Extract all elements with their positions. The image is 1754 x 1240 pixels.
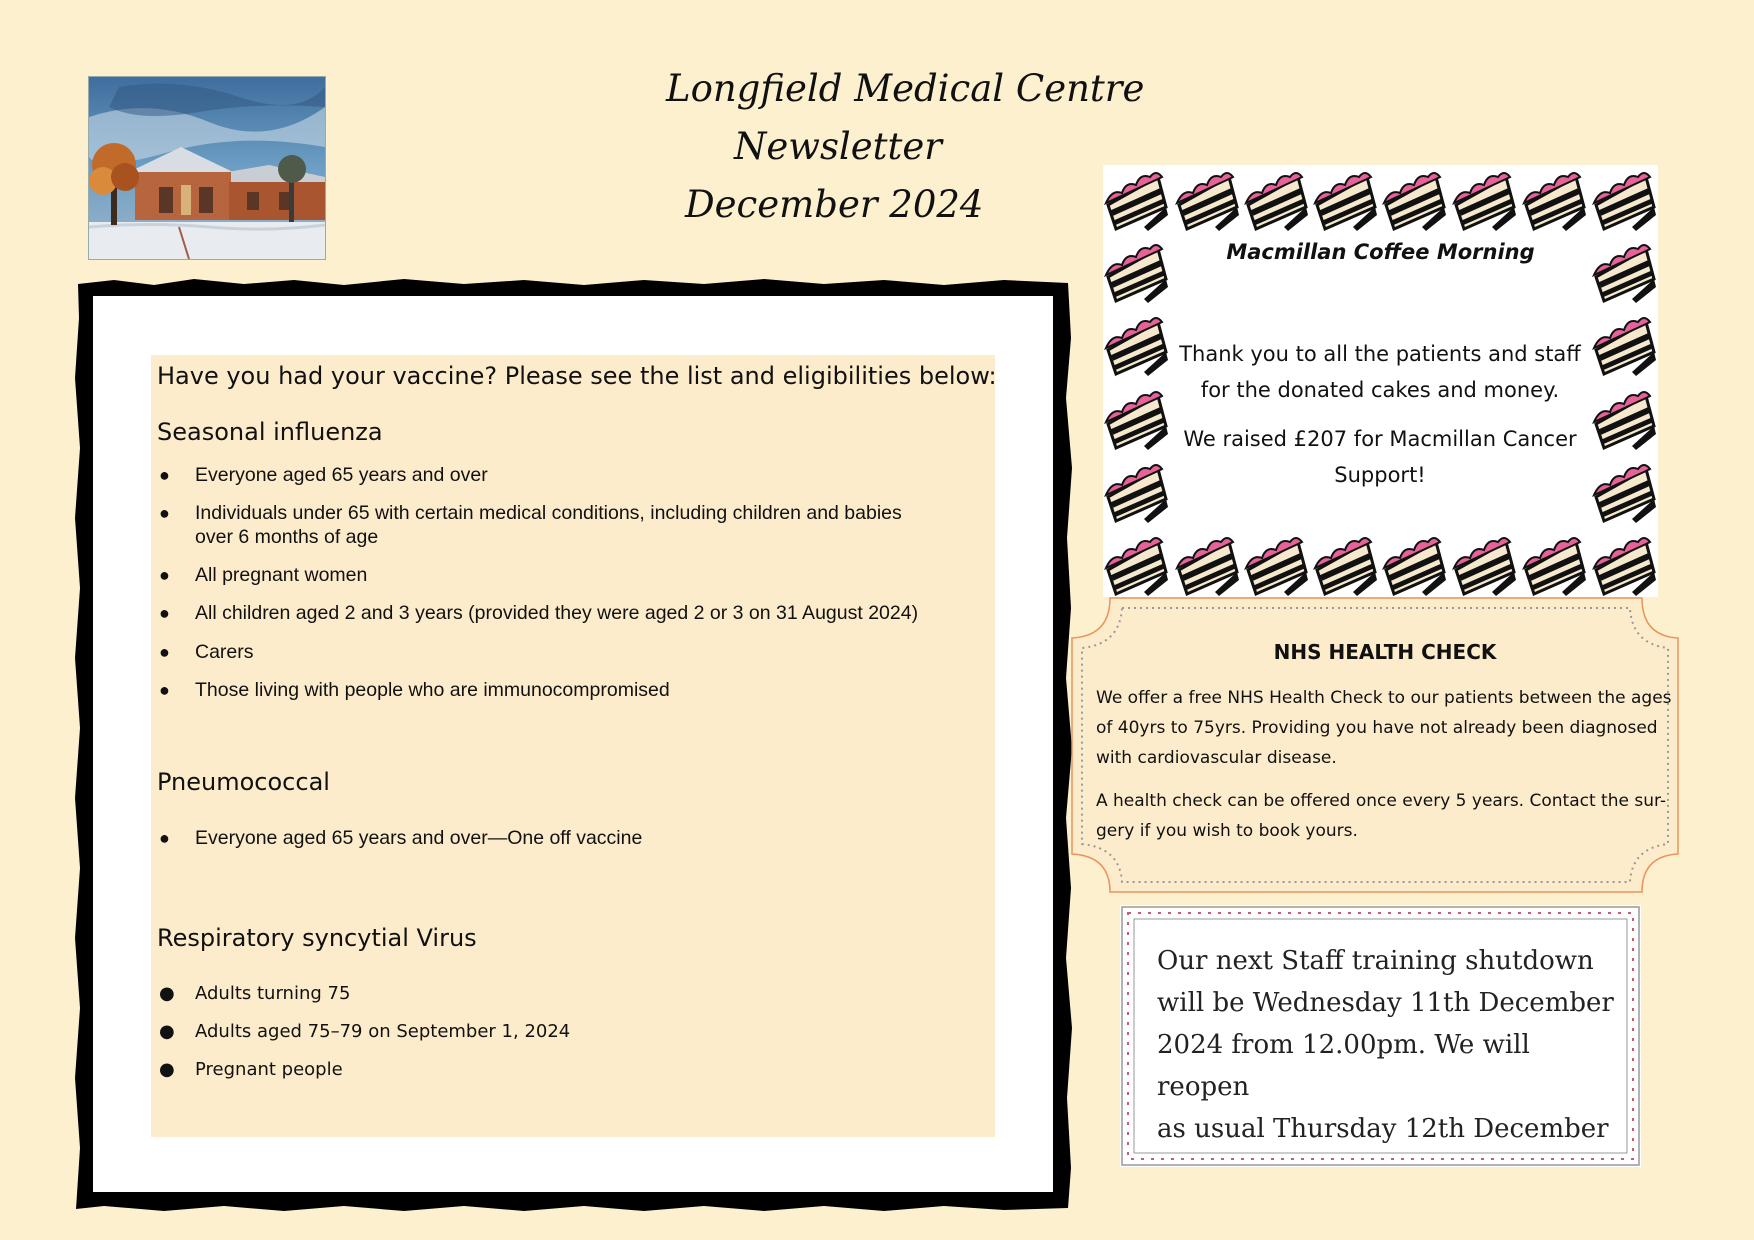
cake-icon — [1106, 465, 1168, 523]
nhs-health-check-title: NHS HEALTH CHECK — [1273, 640, 1497, 664]
cake-icon — [1106, 173, 1168, 231]
cake-icon — [1177, 538, 1239, 596]
cake-icon — [1594, 173, 1656, 231]
cake-icon — [1454, 538, 1516, 596]
section-heading-influenza: Seasonal influenza — [157, 418, 383, 446]
macmillan-raised-line2: Support! — [1334, 463, 1426, 487]
cake-icon — [1315, 538, 1377, 596]
cake-icon — [1454, 173, 1516, 231]
cake-icon — [1177, 173, 1239, 231]
staff-notice-line3: 2024 from 12.00pm. We will reopen — [1157, 1030, 1530, 1102]
nhs-paragraph1-line2: of 40yrs to 75yrs. Providing you have not already been diagnosed — [1096, 718, 1658, 738]
macmillan-title: Macmillan Coffee Morning — [1226, 240, 1535, 264]
nhs-paragraph1-line1: We offer a free NHS Health Check to our patients between the ages — [1096, 688, 1672, 708]
nhs-paragraph1-line3: with cardiovascular disease. — [1096, 748, 1337, 768]
vaccine-question: Have you had your vaccine? Please see the list and eligibilities below: — [157, 362, 997, 390]
cake-icon — [1106, 318, 1168, 376]
nhs-paragraph2-line2: gery if you wish to book yours. — [1096, 821, 1358, 841]
title-line-practice: Longfield Medical Centre — [666, 67, 1145, 110]
cake-icon — [1384, 173, 1446, 231]
title-line-newsletter: Newsletter — [734, 125, 942, 168]
section-heading-pneumococcal: Pneumococcal — [157, 768, 330, 796]
section-heading-rsv: Respiratory syncytial Virus — [157, 924, 477, 952]
cake-icon — [1524, 173, 1586, 231]
cake-icon — [1594, 538, 1656, 596]
macmillan-raised-line1: We raised £207 for Macmillan Cancer — [1183, 427, 1577, 451]
cake-icon — [1315, 173, 1377, 231]
staff-training-notice — [1157, 940, 1627, 1150]
cake-icon — [1594, 318, 1656, 376]
cake-icon — [1524, 538, 1586, 596]
cake-icon — [1246, 173, 1308, 231]
staff-notice-line2: will be Wednesday 11th December — [1157, 988, 1614, 1018]
cake-icon — [1594, 392, 1656, 450]
cake-icon — [1384, 538, 1446, 596]
nhs-paragraph2-line1: A health check can be offered once every 5 years. Contact the sur- — [1096, 791, 1667, 811]
cake-icon — [1246, 538, 1308, 596]
macmillan-thanks-line1: Thank you to all the patients and staff — [1179, 342, 1581, 366]
cake-icon — [1594, 465, 1656, 523]
title-line-date: December 2024 — [685, 183, 984, 226]
staff-notice-line4: as usual Thursday 12th December — [1157, 1114, 1609, 1144]
macmillan-thanks-line2: for the donated cakes and money. — [1200, 378, 1560, 402]
cake-icon — [1106, 538, 1168, 596]
staff-notice-line1: Our next Staff training shutdown — [1157, 946, 1594, 976]
cake-icon — [1106, 392, 1168, 450]
